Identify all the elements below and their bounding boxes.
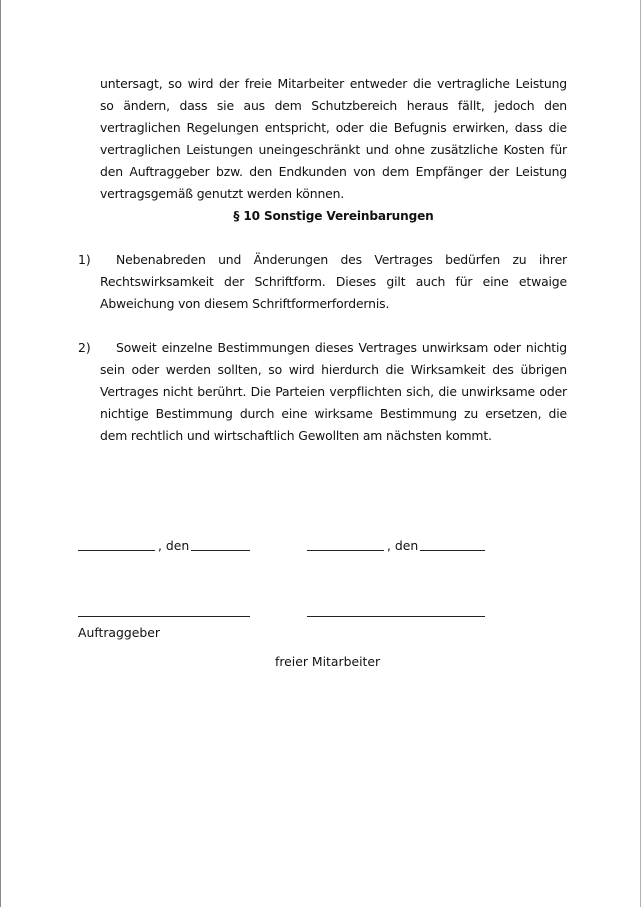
signature-role-right: freier Mitarbeiter (275, 654, 381, 669)
continuation-paragraph: untersagt, so wird der freie Mitarbeiter entweder die vertragliche Leistung so ändern, dass sie aus dem Schutzbereich heraus fällt, jedoch den vertraglichen Regelungen entspricht, oder die Befugnis erwirken, dass die vertraglichen Leistungen uneingeschränkt und ohne zusätzliche Kosten für den Auftraggeber bzw. den Endkunden von dem Empfänger der Leistung vertragsgemäß genutzt werden können. (100, 76, 567, 201)
place-line-right (307, 550, 384, 551)
section-heading: § 10 Sonstige Vereinbarungen (233, 209, 434, 223)
signature-role-left: Auftraggeber (78, 625, 160, 640)
signature-line-right (307, 616, 485, 617)
place-line-left (78, 550, 155, 551)
date-line-left (191, 550, 250, 551)
date-line-right (420, 550, 485, 551)
page-edge-left (0, 0, 1, 907)
item-text: Nebenabreden und Änderungen des Vertrages bedürfen zu ihrer Rechtswirksamkeit der Schriftform. Dieses gilt auch für eine etwaige Abweichung von diesem Schriftformerfordernis. (100, 252, 567, 311)
item-number: 2) (78, 340, 91, 355)
item-number: 1) (78, 252, 91, 267)
signature-line-left (78, 616, 250, 617)
den-label-right: , den (387, 538, 419, 553)
den-label-left: , den (158, 538, 190, 553)
item-text: Soweit einzelne Bestimmungen dieses Vertrages unwirksam oder nichtig sein oder werden sollten, so wird hierdurch die Wirksamkeit des übrigen Vertrages nicht berührt. Die Parteien verpflichten sich, die unwirksame oder nichtige Bestimmung durch eine wirksame Bestimmung zu ersetzen, die dem rechtlich und wirtschaftlich Gewollten am nächsten kommt. (100, 340, 567, 443)
